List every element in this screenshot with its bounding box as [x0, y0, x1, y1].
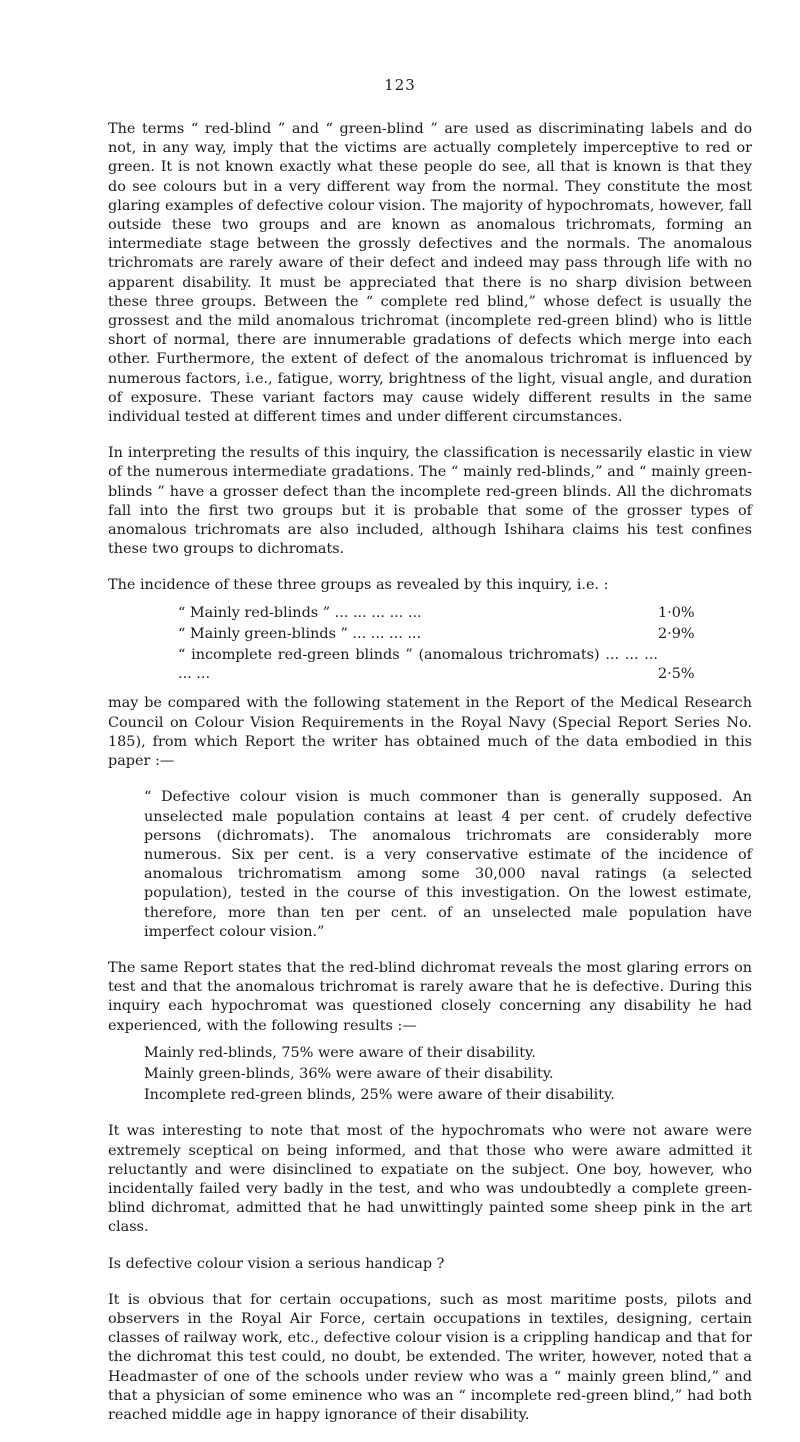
page-number: 123 [384, 76, 416, 94]
awareness-result: Mainly red-blinds, 75% were aware of their disability. [144, 1044, 536, 1061]
paragraph-handicap: It is obvious that for certain occupations, such as most maritime posts, pilots and observers in the Royal Air Force, certain occupations in textiles, designing, certain classes of railway work, etc., defective colour vision is a crippling handicap and that for the dichromat this test could, no doubt, be extended. The writer, however, noted that a Headmaster of one of the schools under review who was a “ mainly green blind,” and that a physician of some eminence who was an “ incomplete red-green blind,” had both reached middle age in happy ignorance of their disability. [108, 1291, 752, 1423]
document-body [108, 120, 752, 1442]
incidence-label: “ incomplete red-green blinds ” (anomalous trichromats) ... ... ... ... ... [178, 647, 658, 683]
paragraph-incidence-intro: The incidence of these three groups as revealed by this inquiry, i.e. : [108, 577, 609, 594]
incidence-row [178, 604, 718, 623]
incidence-value: 2·9% [658, 625, 695, 642]
incidence-table [178, 604, 718, 685]
paragraph-awareness-intro: The same Report states that the red-blind dichromat reveals the most glaring errors on test and that the anomalous trichromat is rarely aware that he is defective. During this inquiry each hypochromat was questioned closely concerning any disability he had experienced, with the following results :— [108, 959, 752, 1034]
incidence-row [178, 646, 718, 684]
paragraph-scepticism: It was interesting to note that most of the hypochromats who were not aware were extremely sceptical on being informed, and that those who were aware admitted it reluctantly and were disinclined to expatiate on the subject. One boy, however, who incidentally failed very badly in the test, and who was undoubtedly a complete green-blind dichromat, admitted that he had unwittingly painted some sheep pink in the art class. [108, 1123, 752, 1236]
incidence-row [178, 625, 718, 644]
report-quotation: “ Defective colour vision is much commoner than is generally supposed. An unselected male population contains at least 4 per cent. of crudely defective persons (dichromats). The anomalous trichromats are considerably more numerous. Six per cent. is a very conservative estimate of the incidence of anomalous trichromatism among some 30,000 naval ratings (a selected population), tested in the course of this investigation. On the lowest estimate, therefore, more than ten per cent. of an unselected male population have imperfect colour vision.” [144, 789, 752, 940]
section-question: Is defective colour vision a serious handicap ? [108, 1255, 445, 1272]
paragraph-color-terms: The terms “ red-blind ” and “ green-blind ” are used as discriminating labels and do not, in any way, imply that the victims are actually completely imperceptive to red or green. It is not known exactly what these people do see, all that is known is that they do see colours but in a very different way from the normal. They constitute the most glaring examples of defective colour vision. The majority of hypochromats, however, fall outside these two groups and are known as anomalous trichromats, forming an intermediate stage between the grossly defectives and the normals. The anomalous trichromats are rarely aware of their defect and indeed may pass through life with no apparent disability. It must be appreciated that there is no sharp division between these three groups. Between the “ complete red blind,” whose defect is usually the grossest and the mild anomalous trichromat (incomplete red-green blind) who is little short of normal, there are innumerable gradations of defects which merge into each other. Furthermore, the extent of defect of the anomalous trichromat is influenced by numerous factors, i.e., fatigue, worry, brightness of the light, visual angle, and duration of exposure. These variant factors may cause widely different results in the same individual tested at different times and under different circumstances. [108, 121, 752, 426]
incidence-label: “ Mainly red-blinds ” ... ... ... ... ... [178, 604, 422, 621]
awareness-result: Mainly green-blinds, 36% were aware of their disability. [144, 1065, 554, 1082]
incidence-label: “ Mainly green-blinds ” ... ... ... ... [178, 625, 422, 642]
paragraph-report-comparison: may be compared with the following statement in the Report of the Medical Research Council on Colour Vision Requirements in the Royal Navy (Special Report Series No. 185), from which Report the writer has obtained much of the data embodied in this paper :— [108, 695, 752, 770]
paragraph-classification: In interpreting the results of this inquiry, the classification is necessarily elastic in view of the numerous intermediate gradations. The “ mainly red-blinds,” and “ mainly green-blinds ” have a grosser defect than the incomplete red-green blinds. All the dichromats fall into the first two groups but it is probable that some of the grosser types of anomalous trichromats are also included, although Ishihara claims his test confines these two groups to dichromats. [108, 445, 752, 558]
incidence-value: 1·0% [658, 604, 695, 621]
awareness-results [144, 1044, 752, 1106]
incidence-value: 2·5% [658, 666, 695, 683]
awareness-result: Incomplete red-green blinds, 25% were aware of their disability. [144, 1087, 615, 1104]
